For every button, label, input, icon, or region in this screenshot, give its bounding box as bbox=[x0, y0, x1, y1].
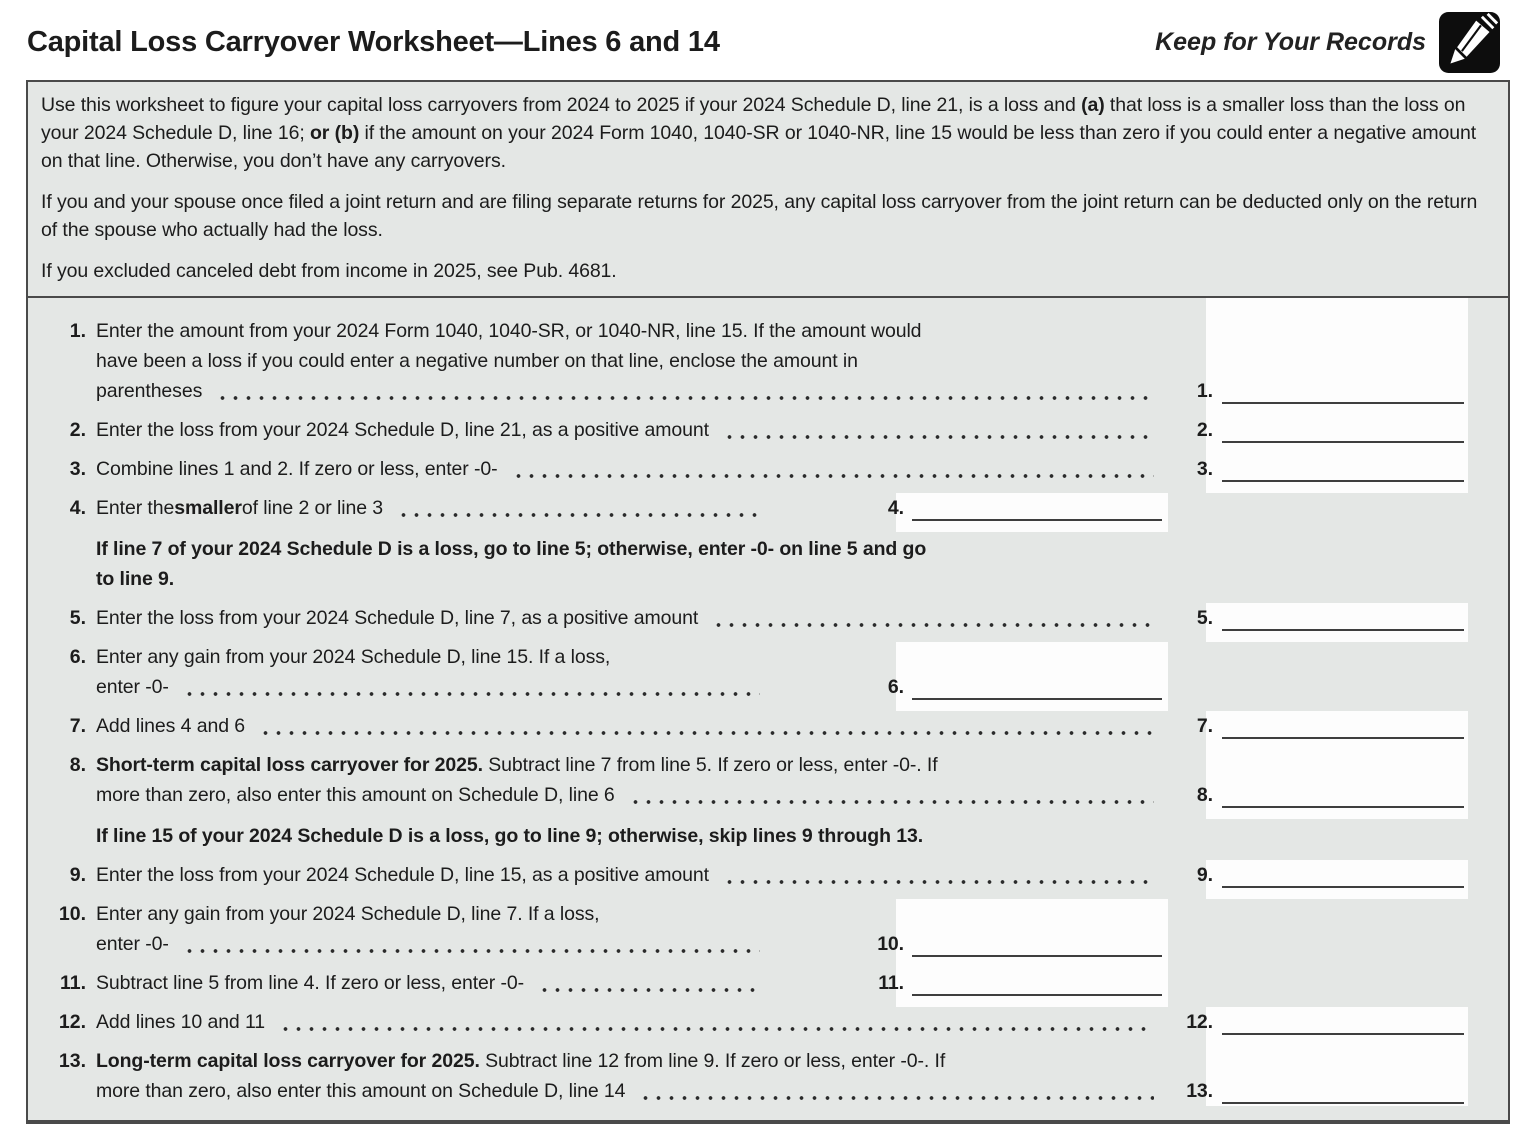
text-part: (a) bbox=[1081, 94, 1105, 116]
text-line bbox=[96, 860, 1508, 890]
line-text bbox=[96, 603, 1508, 633]
text-part: Subtract line 12 from line 9. If zero or less, enter -0-. If bbox=[479, 1050, 946, 1072]
line-number: 2. bbox=[69, 419, 86, 441]
text-part: more than zero, also enter this amount on Schedule D, line 14 bbox=[96, 1080, 626, 1102]
entry-line-number: 8. bbox=[1196, 784, 1213, 806]
line-text bbox=[96, 642, 1508, 702]
entry-line-number: 6. bbox=[887, 676, 904, 698]
text-line bbox=[96, 642, 1508, 672]
text-part: Enter the loss from your 2024 Schedule D, line 7, as a positive amount bbox=[96, 607, 699, 629]
text-part: Add lines 10 and 11 bbox=[96, 1011, 266, 1033]
dot-leader bbox=[181, 939, 760, 959]
entry-line-number: 13. bbox=[1186, 1080, 1213, 1102]
text-line bbox=[96, 415, 1508, 445]
dot-leader bbox=[214, 386, 1154, 406]
dot-leader bbox=[510, 464, 1154, 484]
worksheet-line-12 bbox=[28, 1007, 1508, 1046]
text-line bbox=[96, 711, 1508, 741]
text-part: Subtract line 7 from line 5. If zero or less, enter -0-. If bbox=[482, 754, 938, 776]
text-part: have been a loss if you could enter a negative number on that line, enclose the amount in bbox=[96, 350, 858, 372]
note-body bbox=[96, 821, 923, 851]
note-line bbox=[96, 564, 926, 594]
worksheet-note bbox=[28, 819, 1508, 860]
line-12-amount-field[interactable] bbox=[1222, 1033, 1464, 1035]
worksheet-line-9 bbox=[28, 860, 1508, 899]
line-number: 10. bbox=[58, 903, 86, 925]
text-line bbox=[96, 603, 1508, 633]
text-part: Use this worksheet to figure your capital loss carryovers from 2024 to 2025 if your 2024 Schedule D, line 21, is a loss and bbox=[41, 94, 1082, 116]
text-part: Long-term capital loss carryover for 2025. bbox=[96, 1050, 480, 1072]
text-line bbox=[96, 968, 1508, 998]
text-line bbox=[96, 493, 1508, 523]
dot-leader bbox=[181, 682, 760, 702]
line-3-amount-field[interactable] bbox=[1222, 480, 1464, 482]
line-number: 8. bbox=[69, 754, 86, 776]
line-text bbox=[96, 899, 1508, 959]
worksheet-header bbox=[0, 0, 1536, 80]
entry-line-number: 7. bbox=[1196, 715, 1213, 737]
entry-line-number: 1. bbox=[1196, 380, 1213, 402]
line-8-amount-field[interactable] bbox=[1222, 806, 1464, 808]
line-text bbox=[96, 750, 1508, 810]
line-13-amount-field[interactable] bbox=[1222, 1102, 1464, 1104]
worksheet-line-1 bbox=[28, 316, 1508, 415]
worksheet-line-4 bbox=[28, 493, 1508, 532]
dot-leader bbox=[627, 790, 1154, 810]
line-text bbox=[96, 316, 1508, 406]
dot-leader bbox=[257, 721, 1154, 741]
line-4-amount-field[interactable] bbox=[912, 519, 1162, 521]
line-number: 6. bbox=[69, 646, 86, 668]
text-line bbox=[96, 1076, 1508, 1106]
text-line bbox=[96, 1007, 1508, 1037]
keep-for-records-label: Keep for Your Records bbox=[1155, 27, 1426, 56]
text-part: Combine lines 1 and 2. If zero or less, enter -0- bbox=[96, 458, 498, 480]
text-part: Enter any gain from your 2024 Schedule D, line 7. If a loss, bbox=[96, 903, 600, 925]
text-line bbox=[96, 899, 1508, 929]
dot-leader bbox=[536, 978, 760, 998]
entry-line-number: 9. bbox=[1196, 864, 1213, 886]
line-5-amount-field[interactable] bbox=[1222, 629, 1464, 631]
intro-paragraph bbox=[41, 257, 1495, 285]
line-number: 4. bbox=[69, 497, 86, 519]
text-part: If line 15 of your 2024 Schedule D is a loss, go to line 9; otherwise, skip lines 9 through 13. bbox=[96, 825, 924, 847]
worksheet-line-11 bbox=[28, 968, 1508, 1007]
text-line bbox=[96, 929, 1508, 959]
line-number: 3. bbox=[69, 458, 86, 480]
intro-paragraph bbox=[41, 91, 1495, 175]
text-part: If you excluded canceled debt from income in 2025, see Pub. 4681. bbox=[41, 260, 617, 282]
line-number: 9. bbox=[69, 864, 86, 886]
intro-panel bbox=[26, 80, 1510, 298]
text-line bbox=[96, 316, 1508, 346]
text-part: if the amount on your 2024 Form 1040, 1040-SR or 1040-NR, line 15 would be less than zero if you could enter a negative amount on that line. Otherwise, you don’t have any carryovers. bbox=[41, 122, 1477, 172]
worksheet-line-6 bbox=[28, 642, 1508, 711]
line-text bbox=[96, 493, 1508, 523]
text-part: smaller bbox=[174, 497, 242, 519]
dot-leader bbox=[637, 1086, 1154, 1106]
worksheet-lines-panel bbox=[26, 298, 1510, 1124]
text-line bbox=[96, 780, 1508, 810]
line-text bbox=[96, 711, 1508, 741]
worksheet-line-2 bbox=[28, 415, 1508, 454]
text-line bbox=[96, 1046, 1508, 1076]
dot-leader bbox=[721, 425, 1154, 445]
line-11-amount-field[interactable] bbox=[912, 994, 1162, 996]
worksheet-note bbox=[28, 532, 1508, 603]
text-part: or (b) bbox=[310, 122, 360, 144]
line-number: 11. bbox=[59, 972, 86, 994]
note-line bbox=[96, 821, 923, 851]
line-7-amount-field[interactable] bbox=[1222, 737, 1464, 739]
entry-line-number: 2. bbox=[1196, 419, 1213, 441]
worksheet-line-7 bbox=[28, 711, 1508, 750]
line-text bbox=[96, 1007, 1508, 1037]
intro-paragraph bbox=[41, 188, 1495, 244]
line-number: 12. bbox=[58, 1011, 86, 1033]
worksheet-line-8 bbox=[28, 750, 1508, 819]
text-part: If line 7 of your 2024 Schedule D is a loss, go to line 5; otherwise, enter -0- on line 5 and go bbox=[96, 538, 927, 560]
dot-leader bbox=[710, 613, 1154, 633]
text-line bbox=[96, 750, 1508, 780]
dot-leader bbox=[395, 503, 760, 523]
text-part: that loss is a smaller loss than the loss on your 2024 Schedule D, line 16; bbox=[41, 94, 1466, 144]
text-part: parentheses bbox=[96, 380, 203, 402]
line-number: 5. bbox=[69, 607, 86, 629]
line-text bbox=[96, 415, 1508, 445]
entry-line-number: 11. bbox=[878, 972, 904, 994]
text-part: enter -0- bbox=[96, 676, 169, 698]
worksheet-line-3 bbox=[28, 454, 1508, 493]
text-part: Enter the bbox=[96, 497, 175, 519]
text-part: Subtract line 5 from line 4. If zero or less, enter -0- bbox=[96, 972, 525, 994]
line-10-amount-field[interactable] bbox=[912, 955, 1162, 957]
text-part: more than zero, also enter this amount on Schedule D, line 6 bbox=[96, 784, 615, 806]
text-part: to line 9. bbox=[96, 568, 175, 590]
text-line bbox=[96, 346, 1508, 376]
text-part: Enter any gain from your 2024 Schedule D, line 15. If a loss, bbox=[96, 646, 611, 668]
text-part: Enter the loss from your 2024 Schedule D, line 15, as a positive amount bbox=[96, 864, 709, 886]
line-1-amount-field[interactable] bbox=[1222, 402, 1464, 404]
entry-line-number: 12. bbox=[1186, 1011, 1213, 1033]
line-text bbox=[96, 860, 1508, 890]
text-part: Enter the amount from your 2024 Form 1040, 1040-SR, or 1040-NR, line 15. If the amount would bbox=[96, 320, 922, 342]
dot-leader bbox=[721, 870, 1154, 890]
line-text bbox=[96, 1046, 1508, 1106]
pencil-icon bbox=[1439, 12, 1500, 73]
text-line bbox=[96, 672, 1508, 702]
text-line bbox=[96, 376, 1508, 406]
note-body bbox=[96, 534, 926, 594]
text-part: Short-term capital loss carryover for 2025. bbox=[96, 754, 483, 776]
note-line bbox=[96, 534, 926, 564]
entry-line-number: 3. bbox=[1196, 458, 1213, 480]
text-part: enter -0- bbox=[96, 933, 169, 955]
line-9-amount-field[interactable] bbox=[1222, 886, 1464, 888]
text-part: of line 2 or line 3 bbox=[241, 497, 384, 519]
line-2-amount-field[interactable] bbox=[1222, 441, 1464, 443]
line-text bbox=[96, 454, 1508, 484]
dot-leader bbox=[277, 1017, 1154, 1037]
text-part: Add lines 4 and 6 bbox=[96, 715, 245, 737]
page-title: Capital Loss Carryover Worksheet—Lines 6 and 14 bbox=[27, 25, 720, 58]
text-part: Enter the loss from your 2024 Schedule D, line 21, as a positive amount bbox=[96, 419, 709, 441]
line-6-amount-field[interactable] bbox=[912, 698, 1162, 700]
text-part: If you and your spouse once filed a joint return and are filing separate returns for 2025, any capital loss carryover from the joint return can be deducted only on the return of the spouse who actually had the loss. bbox=[41, 191, 1478, 241]
line-text bbox=[96, 968, 1508, 998]
line-number: 7. bbox=[69, 715, 86, 737]
entry-line-number: 4. bbox=[887, 497, 904, 519]
entry-line-number: 5. bbox=[1196, 607, 1213, 629]
worksheet-line-13 bbox=[28, 1046, 1508, 1106]
line-number: 13. bbox=[58, 1050, 86, 1072]
worksheet-line-5 bbox=[28, 603, 1508, 642]
line-number: 1. bbox=[69, 320, 86, 342]
text-line bbox=[96, 454, 1508, 484]
worksheet-line-10 bbox=[28, 899, 1508, 968]
keep-for-records-group bbox=[1155, 12, 1500, 73]
entry-line-number: 10. bbox=[877, 933, 904, 955]
